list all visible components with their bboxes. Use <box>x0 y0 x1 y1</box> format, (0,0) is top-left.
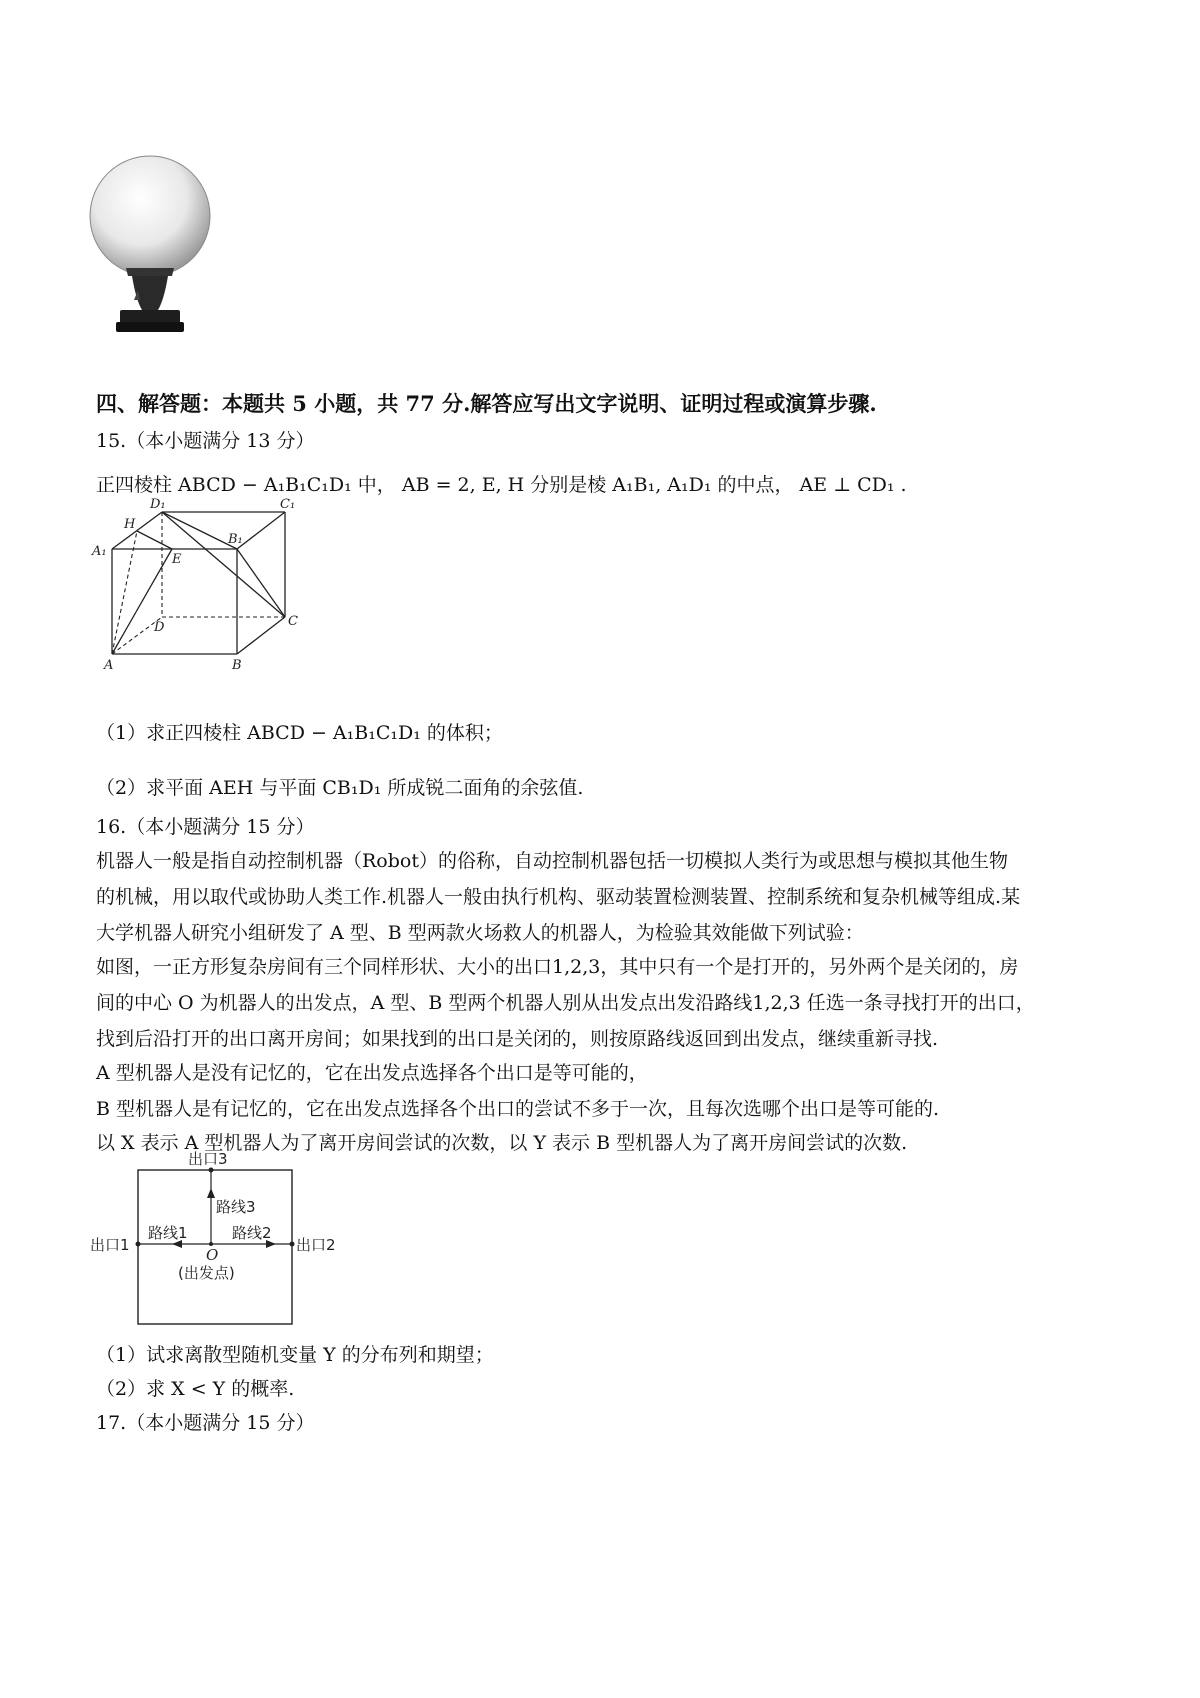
q16-line: B 型机器人是有记忆的，它在出发点选择各个出口的尝试不多于一次，且每次选哪个出口是等可能的. <box>96 1098 940 1120</box>
origin-label: O <box>206 1246 219 1264</box>
q15-part1: （1）求正四棱柱 ABCD − A₁B₁C₁D₁ 的体积； <box>96 722 503 744</box>
lamp-image <box>86 150 216 342</box>
label-D: D <box>154 620 165 635</box>
q16-header: 16.（本小题满分 15 分） <box>96 816 315 838</box>
label-E: E <box>172 552 182 567</box>
q15-header: 15.（本小题满分 13 分） <box>96 430 315 452</box>
route1-label: 路线1 <box>148 1224 188 1242</box>
room-figure <box>86 1148 356 1328</box>
q16-line: 大学机器人研究小组研发了 A 型、B 型两款火场救人的机器人，为检验其效能做下列试验： <box>96 922 864 944</box>
label-A1: A₁ <box>92 544 107 559</box>
label-C: C <box>288 614 298 629</box>
route3-label: 路线3 <box>216 1198 256 1216</box>
route2-label: 路线2 <box>232 1224 272 1242</box>
q16-line: A 型机器人是没有记忆的，它在出发点选择各个出口是等可能的， <box>96 1062 648 1084</box>
prism-figure <box>90 497 330 677</box>
exit2-label: 出口2 <box>296 1236 336 1254</box>
q16-line: 间的中心 O 为机器人的出发点，A 型、B 型两个机器人别从出发点出发沿路线1,2,3 任选一条寻找打开的出口， <box>96 992 1035 1014</box>
q16-line: 以 X 表示 A 型机器人为了离开房间尝试的次数，以 Y 表示 B 型机器人为了离开房间尝试的次数. <box>96 1132 908 1154</box>
q17-header: 17.（本小题满分 15 分） <box>96 1412 315 1434</box>
q15-stem: 正四棱柱 ABCD − A₁B₁C₁D₁ 中， AB = 2, E, H 分别是棱 A₁B₁, A₁D₁ 的中点， AE ⊥ CD₁ . <box>96 474 907 496</box>
q16-part1: （1）试求离散型随机变量 Y 的分布列和期望； <box>96 1344 494 1366</box>
q16-line: 如图，一正方形复杂房间有三个同样形状、大小的出口1,2,3，其中只有一个是打开的，另外两个是关闭的，房 <box>96 956 1019 978</box>
label-D1: D₁ <box>150 497 166 512</box>
label-A: A <box>104 658 114 673</box>
q16-part2: （2）求 X < Y 的概率. <box>96 1378 295 1400</box>
label-H: H <box>124 517 136 532</box>
section-heading: 四、解答题：本题共 5 小题，共 77 分.解答应写出文字说明、证明过程或演算步骤. <box>96 391 877 416</box>
q16-line: 的机械，用以取代或协助人类工作.机器人一般由执行机构、驱动装置检测装置、控制系统和复杂机械等组成.某 <box>96 886 1021 908</box>
label-B1: B₁ <box>228 532 243 547</box>
q16-line: 机器人一般是指自动控制机器（Robot）的俗称，自动控制机器包括一切模拟人类行为或思想与模拟其他生物 <box>96 850 1008 872</box>
exit3-label: 出口3 <box>188 1150 228 1168</box>
q16-line: 找到后沿打开的出口离开房间；如果找到的出口是关闭的，则按原路线返回到出发点，继续重新寻找. <box>96 1028 939 1050</box>
label-B: B <box>232 658 242 673</box>
q15-part2: （2）求平面 AEH 与平面 CB₁D₁ 所成锐二面角的余弦值. <box>96 777 584 799</box>
origin-note: (出发点) <box>178 1264 235 1282</box>
exit1-label: 出口1 <box>90 1236 130 1254</box>
label-C1: C₁ <box>280 497 296 512</box>
